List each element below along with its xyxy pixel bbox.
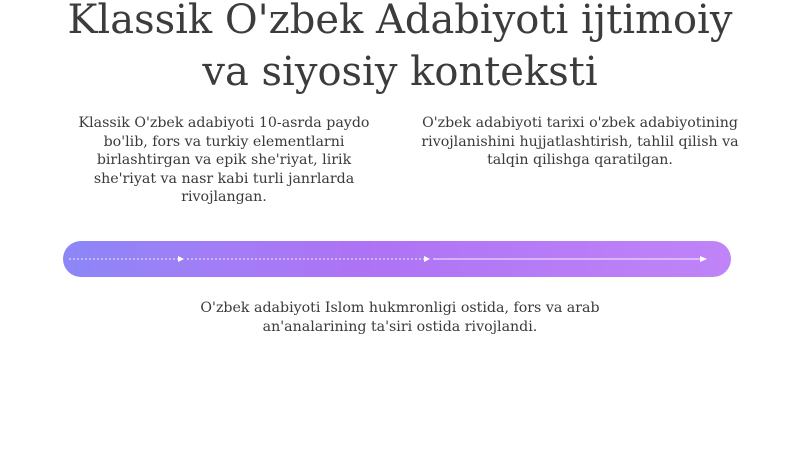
title-line-1: Klassik O'zbek Adabiyoti ijtimoiy (67, 0, 733, 43)
timeline-graphic (63, 241, 731, 277)
title-line-2: va siyosiy konteksti (202, 49, 598, 95)
bottom-description: O'zbek adabiyoti Islom hukmronligi ostida, fors va arab an'analarining ta'siri ostida rivojlandi. (200, 300, 600, 335)
right-description: O'zbek adabiyoti tarixi o'zbek adabiyotining rivojlanishini hujjatlashtirish, tahlil qilish va talqin qilishga qaratilgan. (421, 115, 739, 169)
page-title (0, 0, 800, 98)
timeline-bar (63, 241, 731, 277)
left-description: Klassik O'zbek adabiyoti 10-asrda paydo bo'lib, fors va turkiy elementlarni birlashtirgan va epik she'riyat, lirik she'riyat va nasr kabi turli janrlarda rivojlangan. (78, 115, 370, 206)
